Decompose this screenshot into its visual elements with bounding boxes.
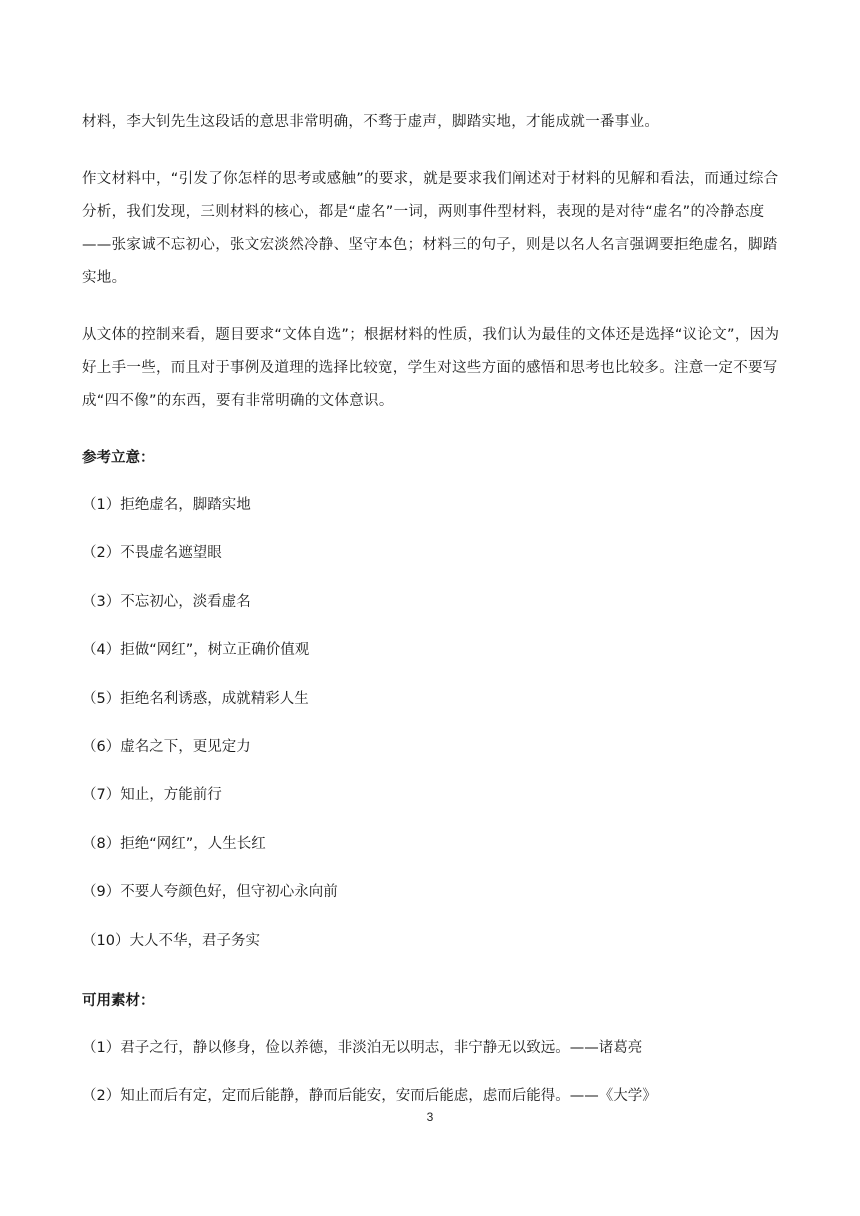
list-item: （1）君子之行，静以修身，俭以养德，非淡泊无以明志，非宁静无以致远。——诸葛亮: [82, 1039, 643, 1056]
list-item: （6）虚名之下，更见定力: [82, 738, 251, 755]
list-item: （9）不要人夸颜色好，但守初心永向前: [82, 884, 338, 901]
heading-reference-ideas: 参考立意：: [82, 450, 155, 466]
reference-ideas-list: [82, 489, 782, 973]
paragraph-material-meaning: 材料，李大钊先生这段话的意思非常明确，不骛于虚声，脚踏实地，才能成就一番事业。: [82, 114, 660, 130]
heading-materials: 可用素材：: [82, 992, 155, 1009]
list-item: （10）大人不华，君子务实: [82, 932, 260, 949]
list-item: （1）拒绝虚名，脚踏实地: [82, 497, 251, 513]
list-item: （7）知止，方能前行: [82, 787, 222, 804]
list-item: （2）知止而后有定，定而后能静，静而后能安，安而后能虑，虑而后能得。——《大学》: [82, 1088, 657, 1105]
list-item: （3）不忘初心，淡看虚名: [82, 593, 251, 610]
paragraph-analysis: 作文材料中，“引发了你怎样的思考或感触”的要求，就是要求我们阐述对于材料的见解和看法，而通过综合分析，我们发现，三则材料的核心，都是“虚名”一词，两则事件型材料，表现的是对待“虚名”的冷静态度——张家诚不忘初心，张文宏淡然冷静、坚守本色；材料三的句子，则是以名人名言强调要拒绝虚名，脚踏实地。: [82, 171, 779, 286]
page-number: 3: [426, 1110, 434, 1124]
page-content: [82, 106, 782, 1141]
list-item: （2）不畏虚名遮望眼: [82, 545, 222, 562]
list-item: （8）拒绝“网红”，人生长红: [82, 835, 266, 852]
list-item: （5）拒绝名利诱惑，成就精彩人生: [82, 690, 309, 707]
paragraph-genre: 从文体的控制来看，题目要求“文体自选”；根据材料的性质，我们认为最佳的文体还是选择“议论文”，因为好上手一些，而且对于事例及道理的选择比较宽，学生对这些方面的感悟和思考也比较多。注意一定不要写成“四不像”的东西，要有非常明确的文体意识。: [82, 327, 780, 409]
list-item: （4）拒做“网红”，树立正确价值观: [82, 642, 310, 659]
